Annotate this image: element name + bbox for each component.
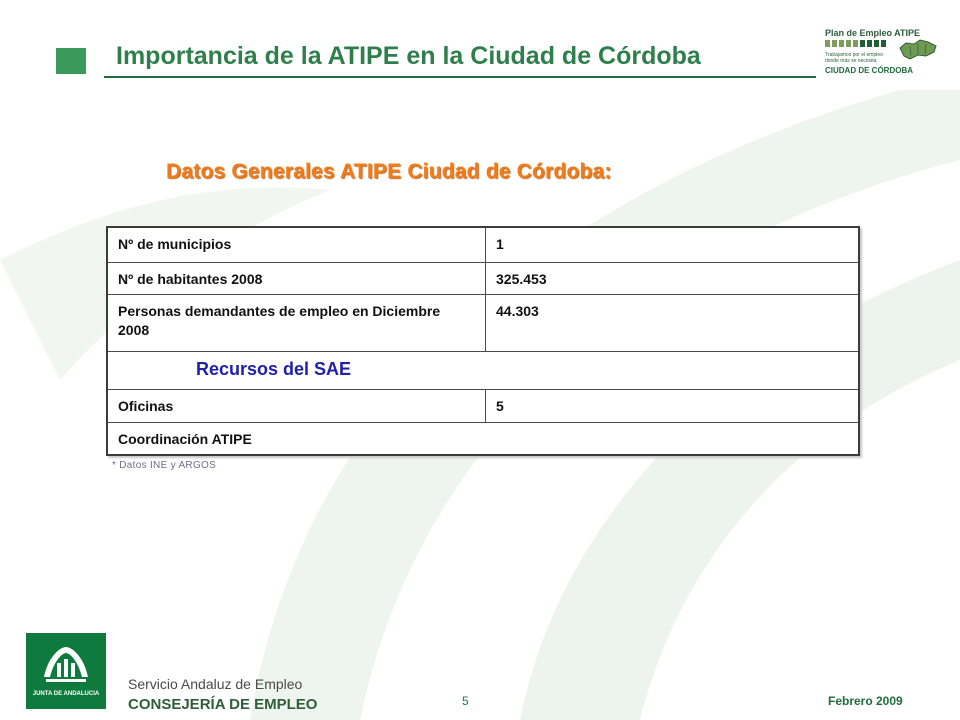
section-title-recursos: Recursos del SAE	[196, 359, 352, 379]
page-title: Importancia de la ATIPE en la Ciudad de Córdoba	[116, 42, 701, 70]
row-label: Personas demandantes de empleo en Diciembre 2008	[108, 295, 486, 351]
row-value: 5	[496, 398, 504, 414]
andalucia-map-icon	[898, 38, 938, 62]
junta-andalucia-logo	[26, 633, 106, 709]
footer-date: Febrero 2009	[828, 694, 903, 708]
row-value: 44.303	[496, 303, 539, 319]
section-subtitle: Datos Generales ATIPE Ciudad de Córdoba:	[166, 160, 612, 183]
page-number: 5	[462, 694, 469, 708]
row-value: 1	[496, 236, 504, 252]
junta-emblem-icon	[26, 633, 106, 691]
title-underline	[104, 76, 816, 78]
source-footnote: * Datos INE y ARGOS	[112, 460, 217, 471]
table-row	[108, 389, 858, 422]
logo-plan-text: Plan de Empleo ATIPE	[825, 28, 921, 38]
row-label-coordinacion: Coordinación ATIPE	[118, 431, 252, 447]
table-section-row	[108, 351, 858, 389]
table-row	[108, 228, 858, 262]
data-table	[106, 226, 860, 456]
row-label: Nº de municipios	[108, 228, 486, 262]
logo-bars	[825, 40, 886, 47]
footer-service-name: Servicio Andaluz de Empleo	[128, 676, 303, 692]
title-accent-square	[56, 48, 86, 74]
logo-tagline: Trabajamos por el empleo donde más se necesita	[825, 52, 883, 64]
row-label: Nº de habitantes 2008	[108, 263, 486, 294]
atipe-logo	[822, 24, 942, 78]
table-row	[108, 422, 858, 454]
table-row	[108, 262, 858, 294]
row-label: Oficinas	[108, 390, 486, 422]
footer-consejeria: CONSEJERÍA DE EMPLEO	[128, 696, 318, 713]
junta-text: JUNTA DE ANDALUCIA	[32, 691, 100, 697]
logo-city: CIUDAD DE CÓRDOBA	[825, 66, 913, 75]
row-value: 325.453	[496, 271, 547, 287]
table-row	[108, 294, 858, 351]
